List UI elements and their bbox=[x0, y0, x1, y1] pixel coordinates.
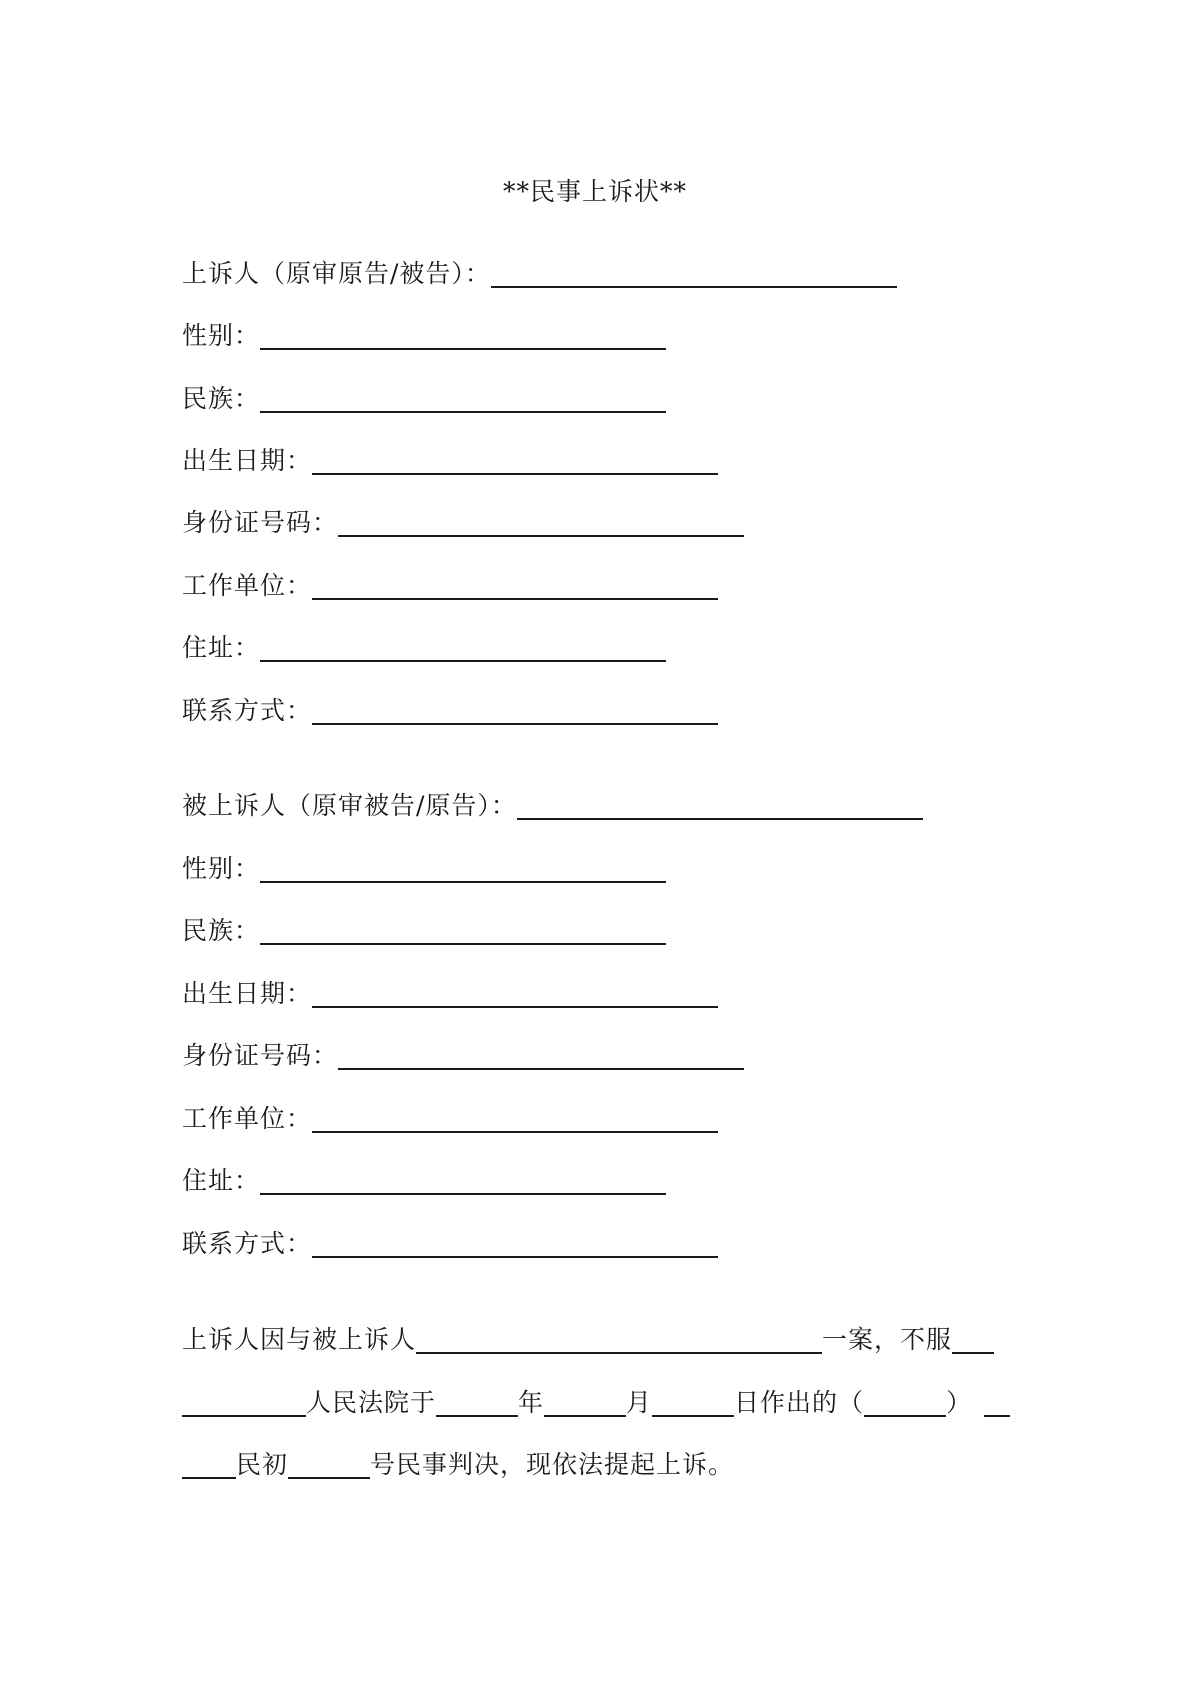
field-label: 性别： bbox=[182, 854, 261, 883]
statement-text: 号民事判决，现依法提起上诉。 bbox=[370, 1450, 735, 1479]
statement-text: 月 bbox=[626, 1388, 653, 1417]
field-label: 出生日期： bbox=[182, 446, 313, 475]
case-prefix-blank[interactable] bbox=[182, 1447, 236, 1479]
appellee-ethnicity-blank[interactable] bbox=[260, 913, 666, 945]
case-party-blank[interactable] bbox=[416, 1322, 822, 1354]
field-label: 出生日期： bbox=[182, 979, 313, 1008]
appellant-contact-row bbox=[182, 688, 718, 728]
statement-line-2 bbox=[182, 1380, 1010, 1420]
appellee-ethnicity-row bbox=[182, 908, 666, 948]
field-label: 民族： bbox=[182, 916, 261, 945]
court-blank-start[interactable] bbox=[952, 1322, 994, 1354]
statement-text: 人民法院于 bbox=[306, 1388, 437, 1417]
appellant-employer-row bbox=[182, 563, 718, 603]
appellant-id-row bbox=[182, 500, 744, 540]
appellant-heading-row bbox=[182, 251, 897, 291]
appellee-employer-blank[interactable] bbox=[312, 1101, 718, 1133]
appellee-name-blank[interactable] bbox=[517, 788, 923, 820]
appellant-birthdate-row bbox=[182, 438, 718, 478]
appellant-heading: 上诉人（原审原告/被告）： bbox=[182, 259, 491, 288]
appellee-gender-row bbox=[182, 846, 666, 886]
appellant-gender-blank[interactable] bbox=[260, 318, 666, 350]
case-prefix-blank-start[interactable] bbox=[984, 1385, 1010, 1417]
appellant-gender-row bbox=[182, 313, 666, 353]
appellee-heading: 被上诉人（原审被告/原告）： bbox=[182, 791, 517, 820]
month-blank[interactable] bbox=[544, 1385, 626, 1417]
appellee-heading-row bbox=[182, 783, 923, 823]
field-label: 住址： bbox=[182, 1166, 261, 1195]
appellant-address-row bbox=[182, 625, 666, 665]
appellee-birthdate-row bbox=[182, 971, 718, 1011]
statement-line-3 bbox=[182, 1442, 734, 1482]
statement-text: 民初 bbox=[236, 1450, 289, 1479]
field-label: 身份证号码： bbox=[182, 508, 339, 537]
appellee-id-row bbox=[182, 1033, 744, 1073]
appellee-address-row bbox=[182, 1158, 666, 1198]
court-name-blank[interactable] bbox=[182, 1385, 306, 1417]
document-title: **民事上诉状** bbox=[502, 177, 687, 206]
statement-text: 一案，不服 bbox=[822, 1325, 953, 1354]
field-label: 工作单位： bbox=[182, 1104, 313, 1133]
appellee-birthdate-blank[interactable] bbox=[312, 976, 718, 1008]
statement-text: 年 bbox=[518, 1388, 545, 1417]
field-label: 身份证号码： bbox=[182, 1041, 339, 1070]
field-label: 工作单位： bbox=[182, 571, 313, 600]
appellant-ethnicity-row bbox=[182, 376, 666, 416]
appellant-id-blank[interactable] bbox=[338, 505, 744, 537]
appellant-name-blank[interactable] bbox=[491, 256, 897, 288]
appellant-birthdate-blank[interactable] bbox=[312, 443, 718, 475]
appellant-address-blank[interactable] bbox=[260, 630, 666, 662]
statement-text: 上诉人因与被上诉人 bbox=[182, 1325, 417, 1354]
appellee-employer-row bbox=[182, 1096, 718, 1136]
field-label: 联系方式： bbox=[182, 1229, 313, 1258]
field-label: 民族： bbox=[182, 384, 261, 413]
appellant-contact-blank[interactable] bbox=[312, 693, 718, 725]
appellee-id-blank[interactable] bbox=[338, 1038, 744, 1070]
year-blank[interactable] bbox=[436, 1385, 518, 1417]
appellee-address-blank[interactable] bbox=[260, 1163, 666, 1195]
statement-text: 日作出的（ bbox=[734, 1388, 865, 1417]
statement-text: ） bbox=[946, 1388, 973, 1417]
statement-line-1 bbox=[182, 1317, 994, 1357]
appellee-gender-blank[interactable] bbox=[260, 851, 666, 883]
appellant-ethnicity-blank[interactable] bbox=[260, 381, 666, 413]
case-number-blank[interactable] bbox=[288, 1447, 370, 1479]
appellant-employer-blank[interactable] bbox=[312, 568, 718, 600]
appellee-contact-row bbox=[182, 1221, 718, 1261]
field-label: 性别： bbox=[182, 321, 261, 350]
field-label: 住址： bbox=[182, 633, 261, 662]
case-year-blank[interactable] bbox=[864, 1385, 946, 1417]
appellee-contact-blank[interactable] bbox=[312, 1226, 718, 1258]
day-blank[interactable] bbox=[652, 1385, 734, 1417]
field-label: 联系方式： bbox=[182, 696, 313, 725]
